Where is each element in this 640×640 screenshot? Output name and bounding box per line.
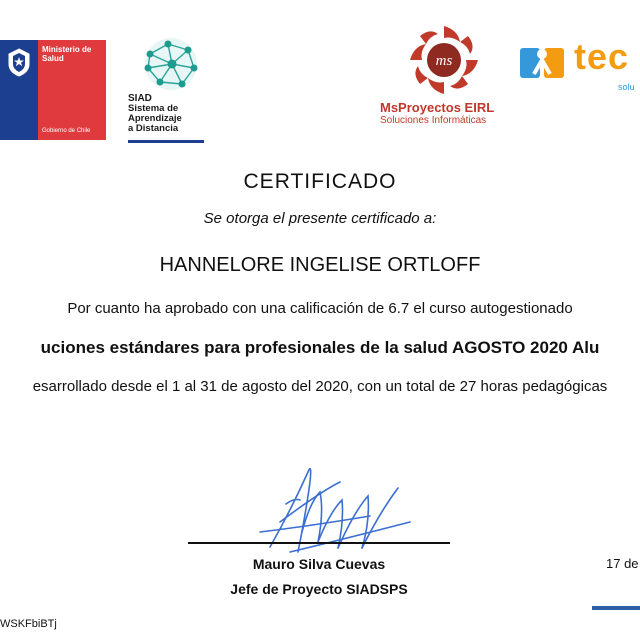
svg-text:ms: ms [435,53,453,69]
approval-text: Por cuanto ha aprobado con una calificación de 6.7 el curso autogestionado [67,300,573,317]
ministerio-salud-logo [0,40,106,140]
swirl-emblem-icon [406,22,482,98]
signature-icon [250,452,420,562]
msproyectos-logo [378,22,514,132]
course-name: uciones estándares para profesionales de la salud AGOSTO 2020 Alu [40,338,600,357]
tec-logo [514,40,640,100]
certificate-title: CERTIFICADO [243,170,397,193]
certificate-subtitle: Se otorga el presente certificado a: [203,210,437,227]
corner-accent [592,606,640,610]
gobierno-label: Gobierno de Chile [42,128,91,134]
signatory-name: Mauro Silva Cuevas [252,556,386,572]
course-period-text: esarrollado desde el 1 al 31 de agosto del 2020, con un total de 27 horas pedagógicas [32,378,608,395]
person-book-icon [518,44,566,82]
signature-line [188,542,450,544]
tec-subtitle: solu [618,82,635,92]
network-globe-icon [138,36,204,92]
siad-acronym: SIAD [128,93,152,104]
msproyectos-tagline: Soluciones Informáticas [380,115,487,126]
msproyectos-name: MsProyectos EIRL [380,100,495,115]
siad-fullname: Sistema de Aprendizaje a Distancia [128,103,182,134]
issue-date: 17 de [606,556,639,571]
coat-of-arms-icon [3,46,35,78]
signatory-role: Jefe de Proyecto SIADSPS [230,581,408,597]
recipient-name: HANNELORE INGELISE ORTLOFF [159,254,481,276]
verification-code: WSKFbiBTj [0,618,57,630]
tec-wordmark: tec [574,40,630,77]
minsal-label: Ministerio de Salud [42,45,92,63]
siad-logo [128,36,218,146]
